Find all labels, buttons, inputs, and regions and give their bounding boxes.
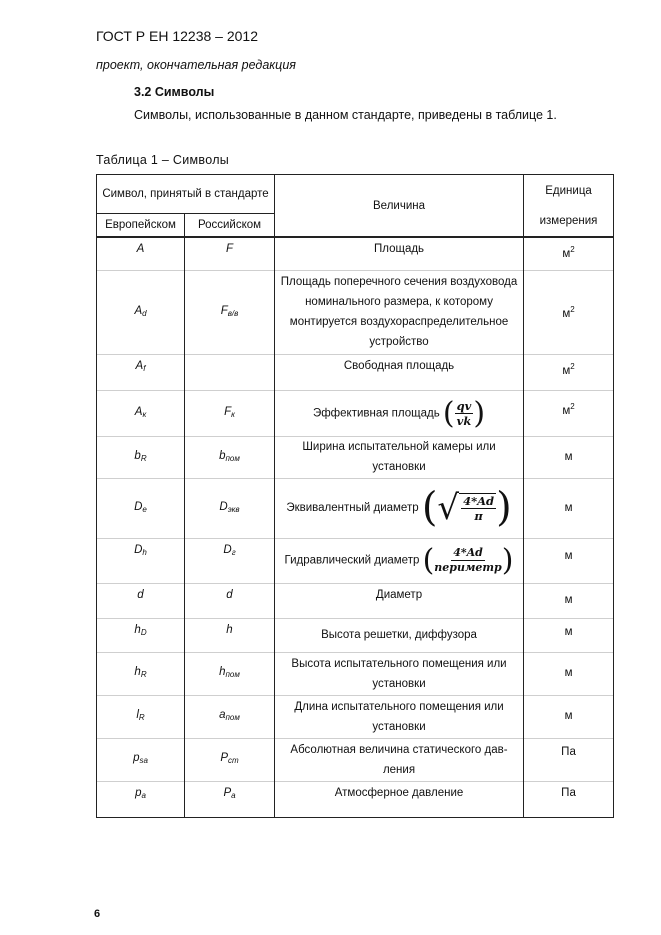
symbol-ru: d bbox=[185, 583, 275, 618]
unit: м bbox=[524, 583, 614, 618]
table-row bbox=[97, 436, 614, 478]
header-unit-line1: Единица bbox=[545, 184, 592, 197]
symbol-eu: $h_R$ bbox=[97, 652, 185, 695]
unit: м bbox=[524, 618, 614, 652]
header-quantity: Величина bbox=[275, 175, 524, 238]
symbol-eu: $p_{sa}$ bbox=[97, 738, 185, 781]
symbol-eu: $A_d$ bbox=[97, 270, 185, 354]
header-symbol: Символ, принятый в стандарте bbox=[97, 175, 275, 214]
table-row bbox=[97, 354, 614, 390]
quantity bbox=[275, 538, 524, 583]
symbol-ru: $b_{пом}$ bbox=[185, 436, 275, 478]
symbol-ru: $F_к$ bbox=[185, 390, 275, 436]
symbol-eu: $l_R$ bbox=[97, 695, 185, 738]
symbol-eu: $D_h$ bbox=[97, 538, 185, 583]
quantity-text: Эффективная площадь bbox=[312, 407, 440, 420]
symbol-ru: $F_{в/в}$ bbox=[185, 270, 275, 354]
header-russian: Российском bbox=[185, 214, 275, 238]
symbol-ru: $P_а$ bbox=[185, 781, 275, 817]
table-caption: Таблица 1 – Символы bbox=[96, 153, 230, 167]
formula: ( √ $\frac{4*Ad}{\pi}$ ) bbox=[421, 484, 512, 531]
quantity: Высота испытательного помещения или установки bbox=[275, 652, 524, 695]
section-title: 3.2 Символы bbox=[134, 85, 215, 99]
quantity bbox=[275, 478, 524, 538]
quantity-text: Гидравлический диаметр bbox=[284, 554, 420, 567]
symbol-ru: $h_{пом}$ bbox=[185, 652, 275, 695]
symbol-ru bbox=[185, 354, 275, 390]
symbols-table bbox=[96, 174, 614, 818]
header-unit bbox=[524, 175, 614, 238]
formula: ( $\frac{qv}{vk}$ ) bbox=[442, 395, 486, 431]
page-number: 6 bbox=[94, 908, 101, 920]
symbol-eu: $h_D$ bbox=[97, 618, 185, 652]
quantity: Диаметр bbox=[275, 583, 524, 618]
table-header-row bbox=[97, 175, 614, 214]
symbol-eu: $b_R$ bbox=[97, 436, 185, 478]
table-row bbox=[97, 390, 614, 436]
quantity: Абсолютная величина статического давления bbox=[275, 738, 524, 781]
formula: ( $\frac{4*Ad}{\text{периметр}}$ ) bbox=[422, 543, 514, 578]
table-row bbox=[97, 583, 614, 618]
symbol-ru: F bbox=[185, 237, 275, 270]
unit: $м^2$ bbox=[524, 237, 614, 270]
quantity-text: Эквивалентный диаметр bbox=[286, 502, 419, 515]
table-row bbox=[97, 695, 614, 738]
unit: м bbox=[524, 436, 614, 478]
table-row bbox=[97, 652, 614, 695]
symbol-ru: $a_{пом}$ bbox=[185, 695, 275, 738]
symbol-eu: $A_f$ bbox=[97, 354, 185, 390]
table-row bbox=[97, 538, 614, 583]
unit: м bbox=[524, 695, 614, 738]
header-european: Европейском bbox=[97, 214, 185, 238]
symbol-eu: A bbox=[97, 237, 185, 270]
table-row bbox=[97, 781, 614, 817]
unit: Па bbox=[524, 781, 614, 817]
symbol-eu: d bbox=[97, 583, 185, 618]
unit: $м^2$ bbox=[524, 390, 614, 436]
unit: $м^2$ bbox=[524, 354, 614, 390]
unit: м bbox=[524, 652, 614, 695]
symbol-ru: $D_{экв}$ bbox=[185, 478, 275, 538]
table-row bbox=[97, 237, 614, 270]
quantity: Площадь bbox=[275, 237, 524, 270]
document-code: ГОСТ Р ЕН 12238 – 2012 bbox=[96, 28, 258, 44]
unit: $м^2$ bbox=[524, 270, 614, 354]
header-unit-line2: измерения bbox=[539, 214, 598, 227]
quantity: Свободная площадь bbox=[275, 354, 524, 390]
quantity: Атмосферное давление bbox=[275, 781, 524, 817]
unit: Па bbox=[524, 738, 614, 781]
quantity: Ширина испытательной камеры или установки bbox=[275, 436, 524, 478]
symbol-eu: $D_e$ bbox=[97, 478, 185, 538]
symbol-eu: $p_a$ bbox=[97, 781, 185, 817]
table-row bbox=[97, 618, 614, 652]
symbol-eu: $A_к$ bbox=[97, 390, 185, 436]
quantity: Площадь поперечного сечения воздуховода номинального размера, к которому монтируется воздухораспределительное устройство bbox=[275, 270, 524, 354]
table-row bbox=[97, 738, 614, 781]
table-row bbox=[97, 270, 614, 354]
symbol-ru: $D_г$ bbox=[185, 538, 275, 583]
quantity: Высота решетки, диффузора bbox=[275, 618, 524, 652]
document-status: проект, окончательная редакция bbox=[96, 58, 296, 72]
unit: м bbox=[524, 538, 614, 583]
quantity: Длина испытательного помещения или установки bbox=[275, 695, 524, 738]
quantity bbox=[275, 390, 524, 436]
symbol-ru: $P_{ст}$ bbox=[185, 738, 275, 781]
unit: м bbox=[524, 478, 614, 538]
table-row bbox=[97, 478, 614, 538]
section-text: Символы, использованные в данном стандарте, приведены в таблице 1. bbox=[134, 108, 557, 122]
symbol-ru: h bbox=[185, 618, 275, 652]
